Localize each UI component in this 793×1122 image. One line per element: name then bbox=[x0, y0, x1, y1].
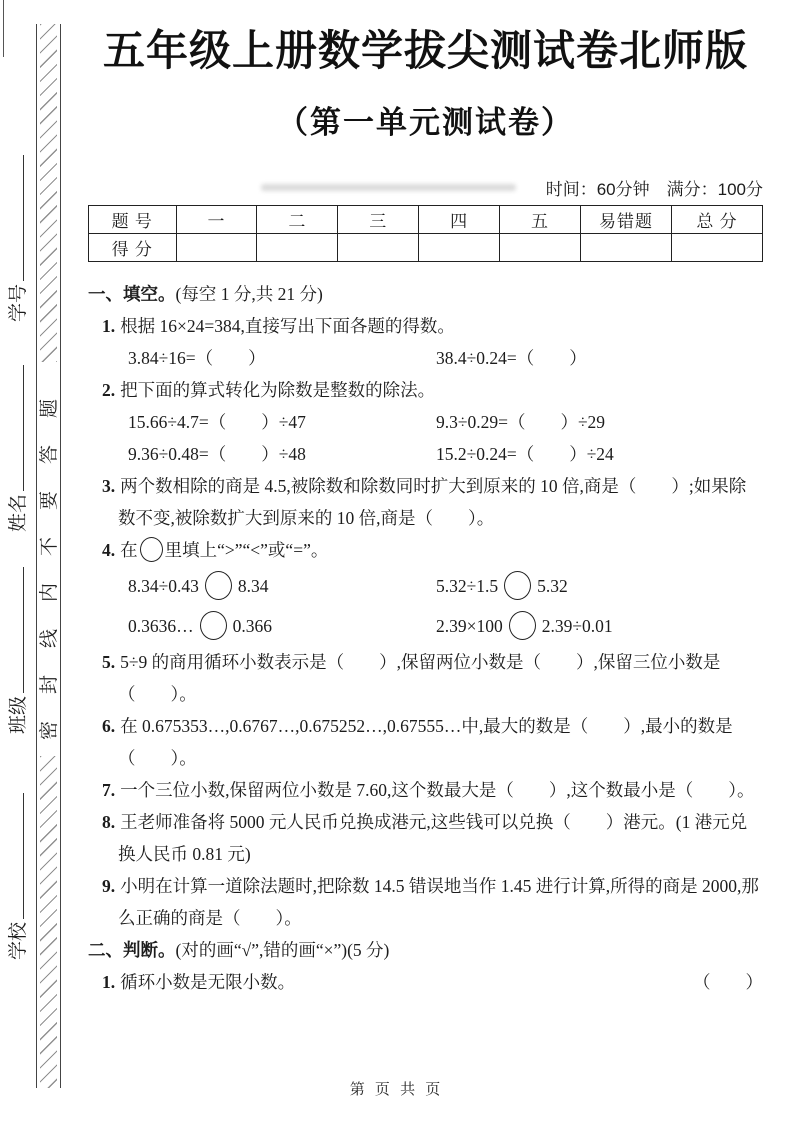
question-8-text: 王老师准备将 5000 元人民币兑换成港元,这些钱可以兑换（ ）港元。(1 港元兑换人民币 0.81 元) bbox=[118, 812, 748, 864]
question-1 bbox=[88, 310, 763, 342]
score-empty-cell bbox=[419, 234, 500, 262]
section1-heading bbox=[88, 278, 763, 310]
score-table-score-row bbox=[89, 234, 763, 262]
name-field bbox=[4, 352, 31, 532]
time-score-info: 时间：60分钟 满分：100分 bbox=[545, 179, 763, 199]
score-header-cell: 二 bbox=[257, 206, 338, 234]
section1-heading-title: 一、填空。 bbox=[88, 284, 176, 304]
score-header-cell: 总 分 bbox=[671, 206, 762, 234]
question-7 bbox=[88, 774, 763, 806]
equation-blank: 9.3÷0.29=（ ）÷29 bbox=[435, 412, 606, 432]
question-2 bbox=[88, 374, 763, 406]
score-header-cell: 四 bbox=[419, 206, 500, 234]
paper-content bbox=[88, 0, 763, 998]
section2-heading-title: 二、判断。 bbox=[88, 940, 176, 960]
margin-edge-line bbox=[3, 0, 4, 57]
question-2-blanks-row1 bbox=[88, 406, 763, 438]
comparison-pair bbox=[128, 606, 436, 646]
question-4 bbox=[88, 534, 763, 566]
score-header-cell: 题 号 bbox=[89, 206, 177, 234]
hatch-pattern-bottom bbox=[40, 756, 57, 1088]
comparison-pair bbox=[436, 606, 763, 646]
question-4-text-after: 里填上“>”“<”或“=”。 bbox=[164, 540, 329, 560]
question-4-pairs-row1 bbox=[88, 566, 763, 606]
equation-blank: 15.2÷0.24=（ ）÷24 bbox=[435, 444, 614, 464]
equation-blank: 38.4÷0.24=（ ） bbox=[435, 348, 587, 368]
question-8 bbox=[88, 806, 763, 870]
question-6-text: 在 0.675353…,0.6767…,0.675252…,0.67555…中,最大的数是（ ）,最小的数是（ ）。 bbox=[118, 716, 733, 768]
pair-right: 2.39÷0.01 bbox=[541, 616, 613, 636]
question-4-number: 4. bbox=[102, 540, 116, 560]
circle-blank-icon bbox=[504, 571, 531, 600]
question-1-number: 1. bbox=[102, 316, 116, 336]
question-6 bbox=[88, 710, 763, 774]
circle-blank-icon bbox=[200, 611, 227, 640]
school-label: 学校 bbox=[8, 921, 29, 960]
seal-line-strip bbox=[36, 24, 61, 1088]
score-empty-cell bbox=[580, 234, 671, 262]
question-4-pairs-row2 bbox=[88, 606, 763, 646]
circle-blank-icon bbox=[509, 611, 536, 640]
judge-question-1 bbox=[88, 966, 763, 998]
question-6-number: 6. bbox=[102, 716, 116, 736]
student-id-blank-line bbox=[4, 155, 24, 281]
class-blank-line bbox=[4, 567, 24, 693]
question-3-text: 两个数相除的商是 4.5,被除数和除数同时扩大到原来的 10 倍,商是（ ）;如果除数不变,被除数扩大到原来的 10 倍,商是（ ）。 bbox=[118, 476, 747, 528]
equation-blank: 3.84÷16=（ ） bbox=[128, 348, 266, 368]
question-4-text-before: 在 bbox=[120, 540, 138, 560]
class-field bbox=[4, 554, 31, 734]
score-row-label: 得 分 bbox=[89, 234, 177, 262]
question-2-number: 2. bbox=[102, 380, 116, 400]
pair-right: 5.32 bbox=[537, 576, 568, 596]
question-5 bbox=[88, 646, 763, 710]
section2-heading bbox=[88, 934, 763, 966]
student-id-field bbox=[4, 142, 31, 322]
section1-heading-points: (每空 1 分,共 21 分) bbox=[175, 284, 323, 304]
page-title: 五年级上册数学拔尖测试卷北师版 bbox=[102, 27, 748, 74]
school-blank-line bbox=[4, 793, 24, 919]
section2-heading-points: (对的画“√”,错的画“×”)(5 分) bbox=[175, 940, 390, 960]
question-2-blanks-row2 bbox=[88, 438, 763, 470]
question-1-blanks bbox=[88, 342, 763, 374]
name-blank-line bbox=[4, 365, 24, 491]
question-5-text: 5÷9 的商用循环小数表示是（ ）,保留两位小数是（ ）,保留三位小数是（ ）。 bbox=[118, 652, 721, 704]
school-field bbox=[4, 780, 31, 960]
pair-left: 0.3636… bbox=[128, 616, 194, 636]
equation-blank: 9.36÷0.48=（ ）÷48 bbox=[128, 444, 306, 464]
score-empty-cell bbox=[671, 234, 762, 262]
page-footer: 第 页 共 页 bbox=[349, 1081, 444, 1098]
judge-answer-blank: （ ） bbox=[693, 972, 763, 992]
question-9-text: 小明在计算一道除法题时,把除数 14.5 错误地当作 1.45 进行计算,所得的商是 2000,那么正确的商是（ ）。 bbox=[118, 876, 759, 928]
question-7-text: 一个三位小数,保留两位小数是 7.60,这个数最大是（ ）,这个数最小是（ ）。 bbox=[120, 780, 755, 800]
score-empty-cell bbox=[338, 234, 419, 262]
circle-blank-icon bbox=[205, 571, 232, 600]
comparison-pair bbox=[436, 566, 763, 606]
comparison-pair bbox=[128, 566, 436, 606]
pair-right: 0.366 bbox=[232, 616, 272, 636]
question-9 bbox=[88, 870, 763, 934]
seal-line-text: 密封线内不要答题 bbox=[39, 371, 60, 740]
question-9-number: 9. bbox=[102, 876, 116, 896]
page-subtitle: （第一单元测试卷） bbox=[277, 105, 574, 140]
score-table-header-row bbox=[89, 206, 763, 234]
question-1-text: 根据 16×24=384,直接写出下面各题的得数。 bbox=[120, 316, 455, 336]
score-empty-cell bbox=[176, 234, 257, 262]
question-5-number: 5. bbox=[102, 652, 116, 672]
meta-row bbox=[88, 176, 763, 198]
seal-text-zone bbox=[37, 362, 60, 756]
question-8-number: 8. bbox=[102, 812, 116, 832]
erased-watermark bbox=[261, 184, 516, 191]
class-label: 班级 bbox=[8, 695, 29, 734]
pair-left: 5.32÷1.5 bbox=[435, 576, 499, 596]
pair-left: 8.34÷0.43 bbox=[128, 576, 199, 596]
equation-blank: 15.66÷4.7=（ ）÷47 bbox=[128, 412, 306, 432]
score-header-cell: 三 bbox=[338, 206, 419, 234]
student-id-label: 学号 bbox=[8, 283, 29, 322]
question-3 bbox=[88, 470, 763, 534]
pair-right: 8.34 bbox=[237, 576, 269, 596]
name-label: 姓名 bbox=[8, 493, 29, 532]
judge-question-1-text: 循环小数是无限小数。 bbox=[120, 972, 296, 992]
circle-blank-icon bbox=[140, 537, 163, 562]
hatch-pattern-top bbox=[40, 24, 57, 362]
score-header-cell: 易错题 bbox=[580, 206, 671, 234]
score-empty-cell bbox=[257, 234, 338, 262]
question-3-number: 3. bbox=[102, 476, 116, 496]
judge-question-1-number: 1. bbox=[102, 972, 116, 992]
question-2-text: 把下面的算式转化为除数是整数的除法。 bbox=[120, 380, 436, 400]
score-header-cell: 一 bbox=[176, 206, 257, 234]
score-table bbox=[88, 205, 763, 262]
score-empty-cell bbox=[500, 234, 581, 262]
question-7-number: 7. bbox=[102, 780, 116, 800]
pair-left: 2.39×100 bbox=[435, 616, 503, 636]
score-header-cell: 五 bbox=[500, 206, 581, 234]
